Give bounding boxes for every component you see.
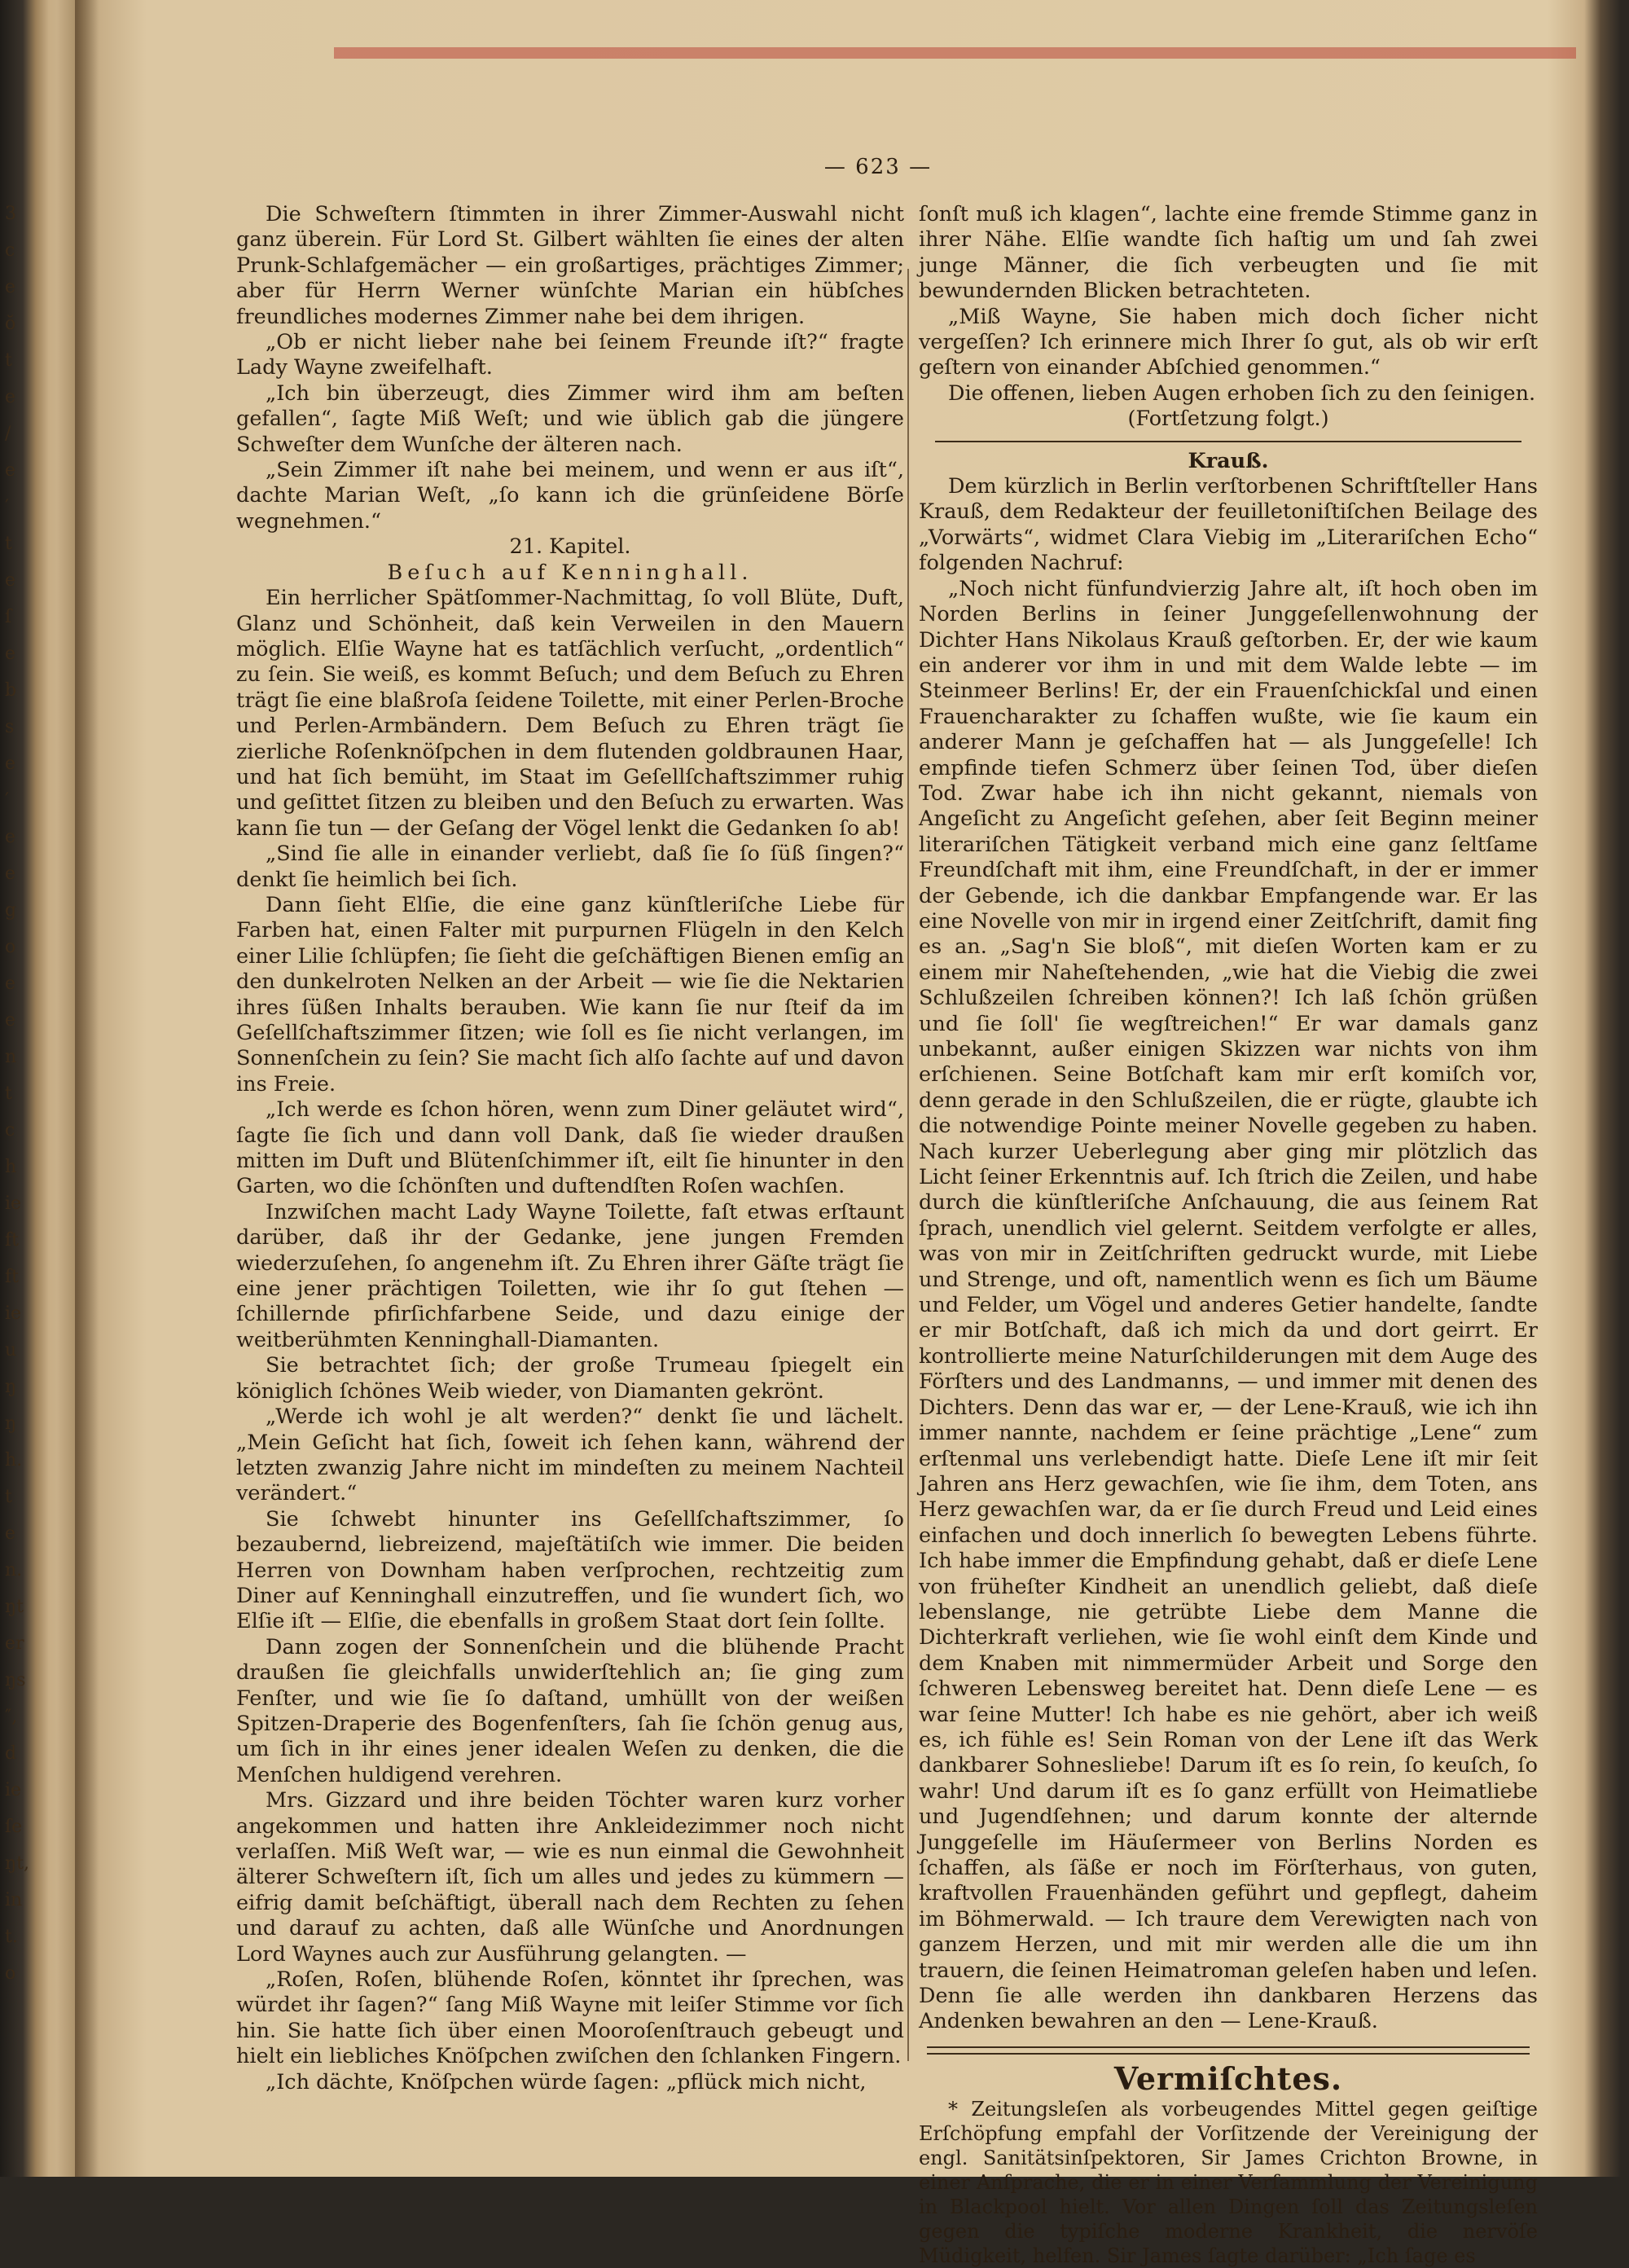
paragraph: „Noch nicht fünfundvierzig Jahre alt, iſt hoch oben im Norden Berlins in ſeiner Junggeſellenwohnung der Dichter Hans Nikolaus Krauß geſtorben. Er, der wie kaum ein anderer vor ihm in und mit dem Walde lebte — im Steinmeer Berlins! Er, der ein Frauenſchickſal und einen Frauencharakter zu ſchaffen wußte, wie ſie kaum ein anderer Mann je geſchaffen hat — als Junggeſelle! Ich empfinde tiefen Schmerz über ſeinen Tod, über dieſen Tod. Zwar habe ich ihn nicht gekannt, niemals von Angeſicht zu Angeſicht geſehen, aber ſeit Beginn meiner literariſchen Tätigkeit verband mich eine ganz ſeltſame Freundſchaft mit ihm, eine Freundſchaft, in der er immer der Gebende, ich die dankbar Empfangende war. Er las eine Novelle von mir in irgend einer Zeitſchrift, damit fing es an. „Sag'n Sie bloß“, mit dieſen Worten kam er zu einem mir Naheſtehenden, „wie hat die Viebig die zwei Schlußzeilen ſchreiben können?! Ich laß ſchön grüßen und ſie ſoll' ſie wegſtreichen!“ Er war damals ganz unbekannt, außer einigen Skizzen war nichts von ihm erſchienen. Seine Botſchaft kam mir erſt komiſch vor, denn gerade in den Schlußzeilen, die er rügte, glaubte ich die notwendige Pointe meiner Novelle gegeben zu haben. Nach kurzer Ueberlegung aber ging mir plötzlich das Licht ſeiner Erkenntnis auf. Ich ſtrich die Zeilen, und habe durch die künſtleriſche Anſchauung, die aus ſeinem Rat ſprach, unendlich viel gelernt. Seitdem verfolgte er alles, was von mir in Zeitſchriften gedruckt wurde, mit Liebe und Strenge, und oft, namentlich wenn es ſich um Bäume und Felder, um Vögel und anderes Getier handelte, ſandte er mir Botſchaft, daß ich mich da und dort geirrt. Er kontrollierte meine Naturſchilderungen mit dem Auge des Förſters und des Landmanns, — und immer mit denen des Dichters. Denn das war er, — der Lene-Krauß, wie ich ihn immer nannte, nachdem er ſeine prächtige „Lene“ zum erſtenmal uns verlebendigt hatte. Dieſe Lene iſt mir ſeit Jahren ans Herz gewachſen, wie ſie ihm, dem Toten, ans Herz gewachſen war, da er ſie durch Freud und Leid eines einfachen und doch innerlich ſo bewegten Lebens führte. Ich habe immer die Empfindung gehabt, daß er dieſe Lene von früheſter Kindheit an unendlich geliebt, daß dieſe lebenslange, nie getrübte Liebe dem Manne die Dichterkraft verliehen, wie ſie wohl einſt dem Kinde und dem Knaben mit nimmermüder Arbeit und Sorge den ſchweren Lebensweg bereitet hat. Denn dieſe Lene — es war ſeine Mutter! Ich habe es nie gehört, aber ich weiß es, ich fühle es! Sein Roman von der Lene iſt das Werk dankbarer Sohnesliebe! Darum iſt es ſo rein, ſo keuſch, ſo wahr! Und darum iſt es ſo ganz erfüllt von Heimatliebe und Jugendſehnen; und darum konnte der alternde Junggeſelle im Häuſermeer von Berlins Norden es ſchaffen, als ſäße er noch im Förſterhaus, von guten, kraftvollen Frauenhänden geführt und gepflegt, daheim im Böhmerwald. — Ich traure dem Verewigten nach von ganzem Herzen, und mit mir werden alle die um ihn trauern, die ſeinen Heimatroman geleſen haben und leſen. Denn ſie alle werden ihn dankbaren Herzens das Andenken bewahren an den — Lene-Krauß. — [919, 576, 1538, 2034]
left-column-body — [236, 586, 904, 2095]
edge-fragment: ′ — [5, 497, 9, 517]
paragraph: Sie ſchwebt hinunter ins Geſellſchaftszimmer, ſo bezaubernd, liebreizend, majeſtätiſch wie immer. Die beiden Herren von Downham haben verſprochen, rechtzeitig zum Diner auf Kenninghall einzutreffen, und ſie wundert ſich, wo Elſie iſt — Elſie, die ebenfalls in großem Staat dort ſein ſollte. — [236, 1506, 904, 1634]
edge-fragment: ft — [5, 1267, 19, 1287]
edge-fragment: n. — [5, 1560, 23, 1580]
edge-fragment: c — [5, 1120, 15, 1141]
edge-fragment: ŋ — [5, 1377, 17, 1397]
paragraph: „Sind ſie alle in einander verliebt, daß ſie ſo ſüß ſingen?“ denkt ſie heimlich bei ſich. — [236, 842, 904, 892]
miscellany-body — [919, 2097, 1538, 2268]
paragraph: „Ich werde es ſchon hören, wenn zum Diner geläutet wird“, ſagte ſie ſich und dann voll Dank, daß ſie wieder draußen mitten im Duft und Blütenſchimmer iſt, eilt ſie hinunter in den Garten, wo die ſchönſten und duftendſten Roſen wachſen. — [236, 1097, 904, 1199]
section-title: Krauß. — [1188, 448, 1269, 473]
edge-fragment: e — [5, 974, 16, 994]
edge-fragment: 3 — [5, 204, 16, 224]
edge-fragment: er — [5, 1633, 24, 1654]
edge-fragment: e — [5, 570, 16, 591]
edge-fragment: ſe — [5, 1817, 23, 1837]
edge-fragment: t — [5, 350, 12, 371]
edge-fragment: ie — [5, 1303, 22, 1324]
edge-fragment: o — [5, 1963, 16, 1984]
edge-fragment: in — [5, 1890, 23, 1910]
edge-fragment: ŏ — [5, 314, 16, 334]
edge-fragment: ie — [5, 1780, 22, 1800]
edge-fragment: t — [5, 1083, 12, 1104]
edge-fragment: ft — [5, 1230, 19, 1250]
paragraph: „Werde ich wohl je alt werden?“ denkt ſie und lächelt. „Mein Geſicht hat ſich, ſoweit ich ſehen kann, während der letzten zwanzig Jahre nicht im mindeſten zu meinem Nachteil verändert.“ — [236, 1404, 904, 1506]
section-double-rule — [927, 2046, 1530, 2055]
paragraph: Dann ſieht Elſie, die eine ganz künſtleriſche Liebe für Farben hat, einen Falter mit purpurnen Flügeln in den Kelch einer Lilie ſchlüpfen; ſie ſieht die geſchäftigen Bienen emſig an den dunkelroten Nelken an der Arbeit — wie ſie die Nektarien ihres ſüßen Inhalts berauben. Wie kann ſie nur ſteif da im Geſellſchaftszimmer ſitzen; wie ſoll es ſie nicht verlangen, im Sonnenſchein zu ſein? Sie macht ſich alſo ſachte auf und davon ins Freie. — [236, 892, 904, 1097]
paragraph: Ein herrlicher Spätſommer-Nachmittag, ſo voll Blüte, Duft, Glanz und Schönheit, daß kein Verweilen in den Mauern möglich. Elſie Wayne hat es tatſächlich verſucht, „ordentlich“ zu ſein. Sie weiß, es kommt Beſuch; und dem Beſuch zu Ehren trägt ſie eine blaßroſa ſeidene Toilette, mit einer Perlen-Broche und Perlen-Armbändern. Dem Beſuch zu Ehren trägt ſie zierliche Roſenknöſpchen in dem flutenden goldbraunen Haar, und hat ſich bemüht, im Staat im Geſellſchaftszimmer ruhig und geſittet ſitzen zu bleiben und den Beſuch zu erwarten. Was kann ſie tun — der Geſang der Vögel lenkt die Gedanken ſo ab! — [236, 586, 904, 841]
edge-fragment: t. — [5, 1927, 18, 1947]
left-column-intro — [236, 202, 904, 534]
miscellany-title: Vermiſchtes. — [1113, 2059, 1343, 2097]
paragraph: „Miß Wayne, Sie haben mich doch ſicher nicht vergeſſen? Ich erinnere mich Ihrer ſo gut, als ob wir erſt geſtern von einander Abſchied genommen.“ — [919, 304, 1538, 380]
edge-fragment: b — [5, 680, 17, 701]
obituary-body — [919, 474, 1538, 2035]
edge-fragment: n — [5, 1047, 17, 1067]
left-column — [236, 202, 904, 2095]
edge-fragment: e — [5, 277, 16, 297]
edge-fragment: ′ — [5, 790, 9, 811]
edge-fragment: h. — [5, 1450, 23, 1470]
paragraph: „Ich dächte, Knöſpchen würde ſagen: „pflück mich nicht, — [266, 2069, 867, 2094]
right-column-continuation — [919, 202, 1538, 407]
edge-fragment: o — [5, 937, 16, 957]
edge-fragment: e — [5, 827, 16, 847]
column-divider — [907, 269, 909, 2061]
edge-fragment: u — [5, 1340, 17, 1360]
paragraph: „Sein Zimmer iſt nahe bei meinem, und wenn er aus iſt“, dachte Marian Weſt, „ſo kann ich die grünſeidene Börſe wegnehmen.“ — [236, 458, 904, 534]
edge-fragment: e — [5, 387, 16, 407]
chapter-heading: 21. Kapitel. — [509, 534, 631, 560]
paragraph: „Ob er nicht lieber nahe bei ſeinem Freunde iſt?“ fragte Lady Wayne zweifelhaft. — [236, 330, 904, 380]
newspaper-page — [96, 65, 1579, 2267]
section-rule — [935, 441, 1521, 442]
continuation-note: (Fortſetzung folgt.) — [1127, 407, 1329, 432]
edge-fragment: h — [5, 1157, 17, 1177]
paragraph: „Roſen, Roſen, blühende Roſen, könntet ihr ſprechen, was würdet ihr ſagen?“ ſang Miß Wayne mit leiſer Stimme vor ſich hin. Sie hatte ſich über einen Mooroſenſtrauch gebeugt und hielt ein liebliches Knöſpchen zwiſchen den ſchlanken Fingern. — [236, 1967, 904, 2069]
paragraph: Dem kürzlich in Berlin verſtorbenen Schriftſteller Hans Krauß, dem Redakteur der feuilletoniſtiſchen Beilage des „Vorwärts“, widmet Clara Viebig im „Literariſchen Echo“ folgenden Nachruf: — [919, 474, 1538, 576]
left-page-edge — [0, 0, 85, 2177]
edge-fragment: e — [5, 1010, 16, 1031]
edge-fragment: ŋ — [5, 1413, 17, 1434]
edge-fragment: e — [5, 1523, 16, 1544]
right-column — [919, 202, 1538, 2268]
chapter-title: Beſuch auf Kenninghall. — [387, 560, 753, 585]
binding-strip — [334, 47, 1576, 59]
paragraph: Die offenen, lieben Augen erhoben ſich zu den ſeinigen. — [948, 380, 1536, 406]
edge-fragment: ŋs — [5, 1670, 26, 1690]
edge-fragment: ŋt, — [5, 1853, 30, 1874]
edge-fragment: e — [5, 864, 16, 884]
edge-fragment: d — [5, 1743, 17, 1764]
edge-fragment: ie — [5, 1193, 22, 1214]
edge-fragment: t — [5, 1487, 12, 1507]
paragraph: „Ich bin überzeugt, dies Zimmer wird ihm am beſten gefallen“, ſagte Miß Weſt; und wie üblich gab die jüngere Schweſter dem Wunſche der älteren nach. — [236, 380, 904, 457]
edge-fragment: / — [5, 424, 11, 444]
edge-fragment: g — [5, 900, 17, 921]
page-number: — 623 — — [823, 155, 933, 179]
paragraph: Die Schweſtern ſtimmten in ihrer Zimmer-Auswahl nicht ganz überein. Für Lord St. Gilbert wählten ſie eines der alten Prunk-Schlafgemächer — ein großartiges, prächtiges Zimmer; aber für Herrn Werner wünſchte Marian ein hübſches freundliches modernes Zimmer nahe bei dem ihrigen. — [236, 202, 904, 329]
paragraph: ſonſt muß ich klagen“, lachte eine fremde Stimme ganz in ihrer Nähe. Elſie wandte ſich haſtig um und ſah zwei junge Männer, die ſich verbeugten und ſie mit bewundernden Blicken betrachteten. — [919, 202, 1538, 304]
edge-fragment: c — [5, 240, 15, 261]
edge-fragment: ſ — [5, 607, 12, 627]
edge-fragment: ″, — [5, 1707, 18, 1727]
paragraph: Inzwiſchen macht Lady Wayne Toilette, faſt etwas erſtaunt darüber, daß ihr der Gedanke, jene jungen Fremden wiederzuſehen, ſo angenehm iſt. Zu Ehren ihrer Gäſte trägt ſie eine jener prächtigen Toiletten, wie ihr ſo gut ſtehen — ſchillernde pfirſichfarbene Seide, und dazu einige der weitberühmten Kenninghall-Diamanten. — [236, 1199, 904, 1352]
paragraph: Sie betrachtet ſich; der große Trumeau ſpiegelt ein königlich ſchönes Weib wieder, von Diamanten gekrönt. — [236, 1353, 904, 1404]
edge-fragment: ŋt — [5, 1597, 24, 1617]
paragraph: Mrs. Gizzard und ihre beiden Töchter waren kurz vorher angekommen und hatten ihre Ankleidezimmer noch nicht verlaſſen. Miß Weſt war, — wie es nun einmal die Gewohnheit älterer Schweſtern iſt, ſich um alles und jedes zu kümmern — eifrig damit beſchäftigt, überall nach dem Rechten zu ſehen und darauf zu achten, daß alle Wünſche und Anordnungen Lord Waynes auch zur Ausführung gelangten. — — [236, 1788, 904, 1967]
edge-fragment: t — [5, 534, 12, 554]
edge-fragment: e — [5, 754, 16, 774]
edge-fragment: s — [5, 717, 15, 737]
edge-fragment: e — [5, 460, 16, 481]
paragraph: Dann zogen der Sonnenſchein und die blühende Pracht draußen ſie gleichfalls unwiderſtehlich an; ſie ging zum Fenſter, und wie ſie ſo daſtand, umhüllt von der weißen Spitzen-Draperie des Bogenfenſters, ſah ſie ſchön genug aus, um ſich in ihr eines jener idealen Weſen zu denken, die die Menſchen huldigend verehren. — [236, 1634, 904, 1787]
paragraph: * Zeitungsleſen als vorbeugendes Mittel gegen geiſtige Erſchöpfung empfahl der Vorſitzende der Vereinigung der engl. Sanitätsinſpektoren, Sir James Crichton Browne, in einer Anſprache, die er in einer Verſammlung der Vereinigung in Blackpool hielt. Vor allen Dingen ſoll das Zeitungsleſen gegen die typiſche moderne Krankheit, die nervöſe Müdigkeit, helfen. Sir James ſagte darüber: „Ich ſage es — [919, 2097, 1538, 2267]
edge-fragment: e — [5, 644, 16, 664]
